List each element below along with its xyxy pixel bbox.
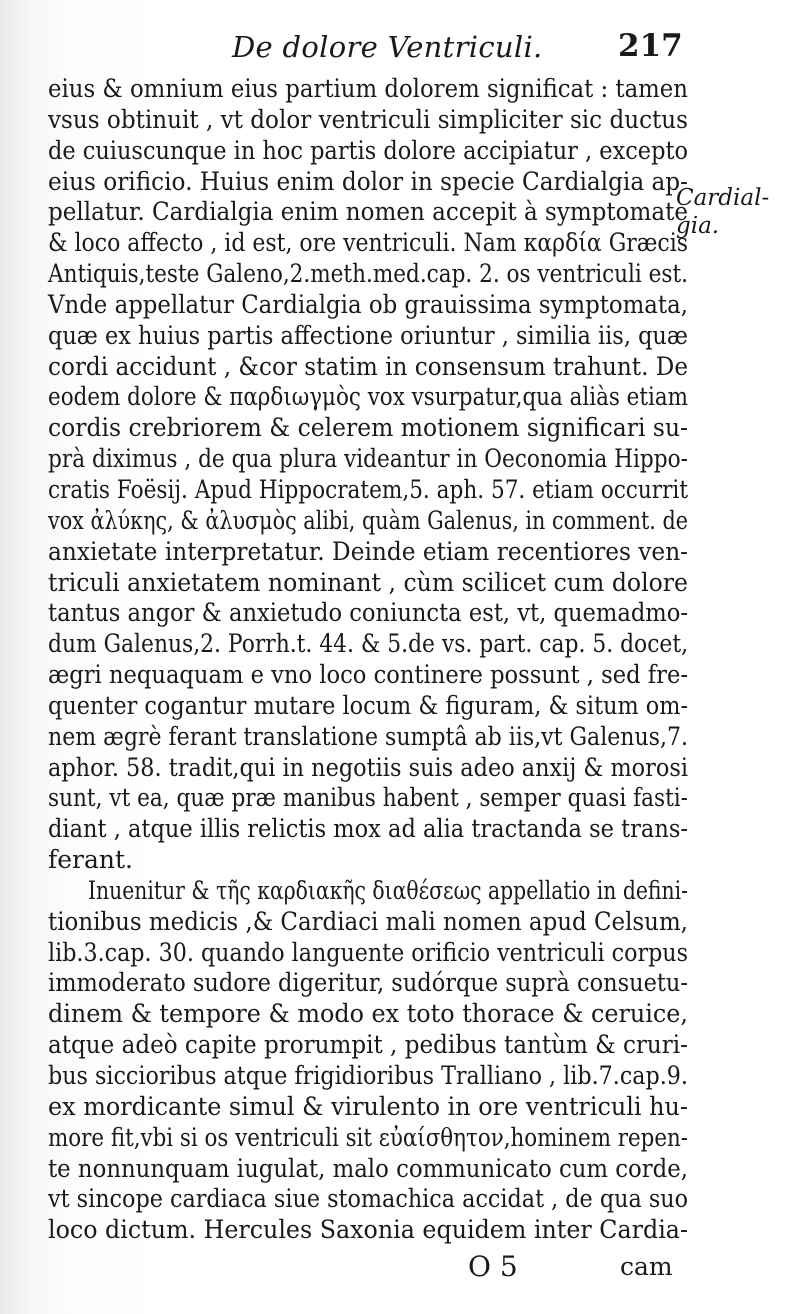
text-line xyxy=(48,105,688,136)
text-line xyxy=(48,845,688,876)
text-line-content: loco dictum. Hercules Saxonia equidem inter Cardia- xyxy=(48,1215,688,1245)
text-line-content: quenter cogantur mutare locum & figuram, & situm om- xyxy=(48,690,689,720)
text-line-content: ex mordicante simul & virulento in ore ventriculi hu- xyxy=(48,1091,688,1121)
text-line-content: dum Galenus,2. Porrh.t. 44. & 5.de vs. part. cap. 5. docet, xyxy=(48,629,689,659)
text-line xyxy=(48,475,688,506)
text-line xyxy=(48,444,688,475)
marginal-note-line: gia. xyxy=(676,213,720,239)
page-header xyxy=(0,28,800,76)
text-line xyxy=(48,814,688,845)
text-line-content: vox ἀλύκης, & ἀλυσμὸς alibi, quàm Galenus, in comment. de xyxy=(48,505,688,535)
text-line xyxy=(48,1092,688,1123)
text-line xyxy=(48,228,688,259)
text-line xyxy=(48,1030,688,1061)
text-line-content: prà diximus , de qua plura videantur in Oeconomia Hippo- xyxy=(48,444,688,474)
text-line xyxy=(48,876,688,907)
text-line-content: atque adeò capite prorumpit , pedibus tantùm & cruri- xyxy=(48,1030,688,1060)
text-line-content: cratis Foësij. Apud Hippocratem,5. aph. 57. etiam occurrit xyxy=(48,474,689,504)
text-line-content: tionibus medicis ,& Cardiaci mali nomen apud Celsum, xyxy=(48,906,688,936)
text-line-content: cordi accidunt , &cor statim in consensum trahunt. De xyxy=(48,351,689,381)
text-line-content: aphor. 58. tradit,qui in negotiis suis adeo anxij & morosi xyxy=(48,752,689,782)
text-line-content: quæ ex huius partis affectione oriuntur , similia iis, quæ xyxy=(48,320,688,350)
text-line xyxy=(48,907,688,938)
text-line-content: vsus obtinuit , vt dolor ventriculi simpliciter sic ductus xyxy=(48,104,688,134)
text-line-content: anxietate interpretatur. Deinde etiam recentiores ven- xyxy=(48,536,689,566)
text-line xyxy=(48,382,688,413)
text-line xyxy=(48,290,688,321)
text-line xyxy=(48,321,688,352)
text-line-content: de cuiuscunque in hoc partis dolore accipiatur , excepto xyxy=(48,135,688,165)
text-line-content: & loco affecto , id est, ore ventriculi. Nam καρδία Græcis xyxy=(48,228,689,258)
text-line xyxy=(48,660,688,691)
text-line xyxy=(48,1215,688,1246)
text-line-content: tantus angor & anxietudo coniuncta est, vt, quemadmo- xyxy=(48,598,688,628)
text-line-content: te nonnunquam iugulat, malo communicato cum corde, xyxy=(48,1153,689,1183)
text-line xyxy=(48,1123,688,1154)
text-line xyxy=(48,691,688,722)
text-line-content: ægri nequaquam e vno loco continere possunt , sed fre- xyxy=(48,660,689,690)
body-text xyxy=(48,74,688,1246)
page-footer xyxy=(0,1250,800,1290)
text-line xyxy=(48,136,688,167)
text-line-content: pellatur. Cardialgia enim nomen accepit à symptomate xyxy=(48,197,689,227)
text-line-content: sunt, vt ea, quæ præ manibus habent , semper quasi fasti- xyxy=(48,783,688,813)
signature-mark: O 5 xyxy=(468,1250,518,1283)
text-line-content: bus siccioribus atque frigidioribus Tralliano , lib.7.cap.9. xyxy=(48,1061,688,1090)
text-line xyxy=(48,1154,688,1185)
text-line xyxy=(48,167,688,198)
text-line xyxy=(48,1184,688,1215)
text-line-content: Inuenitur & τῆς καρδιακῆς διαθέσεως appellatio in defini- xyxy=(88,875,688,905)
text-line xyxy=(48,197,688,228)
text-line-content: cordis crebriorem & celerem motionem significari su- xyxy=(48,413,688,443)
text-line xyxy=(48,598,688,629)
text-line-content: dinem & tempore & modo ex toto thorace & ceruice, xyxy=(48,999,688,1029)
text-line xyxy=(48,413,688,444)
text-line xyxy=(48,568,688,599)
text-line-content: lib.3.cap. 30. quando languente orificio ventriculi corpus xyxy=(48,937,688,967)
text-line xyxy=(48,753,688,784)
text-line-content: more fit,vbi si os ventriculi sit εὐαίσθητον,hominem repen- xyxy=(48,1122,689,1152)
text-line-content: diant , atque illis relictis mox ad alia tractanda se trans- xyxy=(48,814,688,844)
text-line-content: Vnde appellatur Cardialgia ob grauissima symptomata, xyxy=(48,289,688,319)
text-line-content: eodem dolore & παρδιωγμὸς vox vsurpatur,qua aliàs etiam xyxy=(48,382,688,412)
text-line xyxy=(48,506,688,537)
text-line xyxy=(48,783,688,814)
text-line xyxy=(48,352,688,383)
text-line xyxy=(48,259,688,290)
text-line xyxy=(48,74,688,105)
text-line xyxy=(48,1061,688,1092)
text-line xyxy=(48,722,688,753)
text-line-content: Antiquis,teste Galeno,2.meth.med.cap. 2. os ventriculi est. xyxy=(48,259,689,289)
catchword: cam xyxy=(620,1252,673,1281)
marginal-note xyxy=(676,184,769,240)
text-line xyxy=(48,999,688,1030)
text-line xyxy=(48,968,688,999)
text-line-content: triculi anxietatem nominant , cùm scilicet cum dolore xyxy=(48,567,688,597)
text-line-content: nem ægrè ferant translatione sumptâ ab iis,vt Galenus,7. xyxy=(48,721,688,751)
text-line xyxy=(48,629,688,660)
marginal-note-line: Cardial- xyxy=(676,185,770,211)
text-line-content: eius orificio. Huius enim dolor in specie Cardialgia ap- xyxy=(48,166,688,196)
text-line-content: vt sincope cardiaca siue stomachica accidat , de qua suo xyxy=(48,1184,689,1214)
text-line xyxy=(48,537,688,568)
text-line-content: eius & omnium eius partium dolorem significat : tamen xyxy=(48,74,688,103)
text-line xyxy=(48,938,688,969)
page-number: 217 xyxy=(618,28,683,64)
text-line-content: ferant. xyxy=(48,845,133,875)
running-title: De dolore Ventriculi. xyxy=(232,30,543,64)
text-line-content: immoderato sudore digeritur, sudórque suprà consuetu- xyxy=(48,968,689,998)
